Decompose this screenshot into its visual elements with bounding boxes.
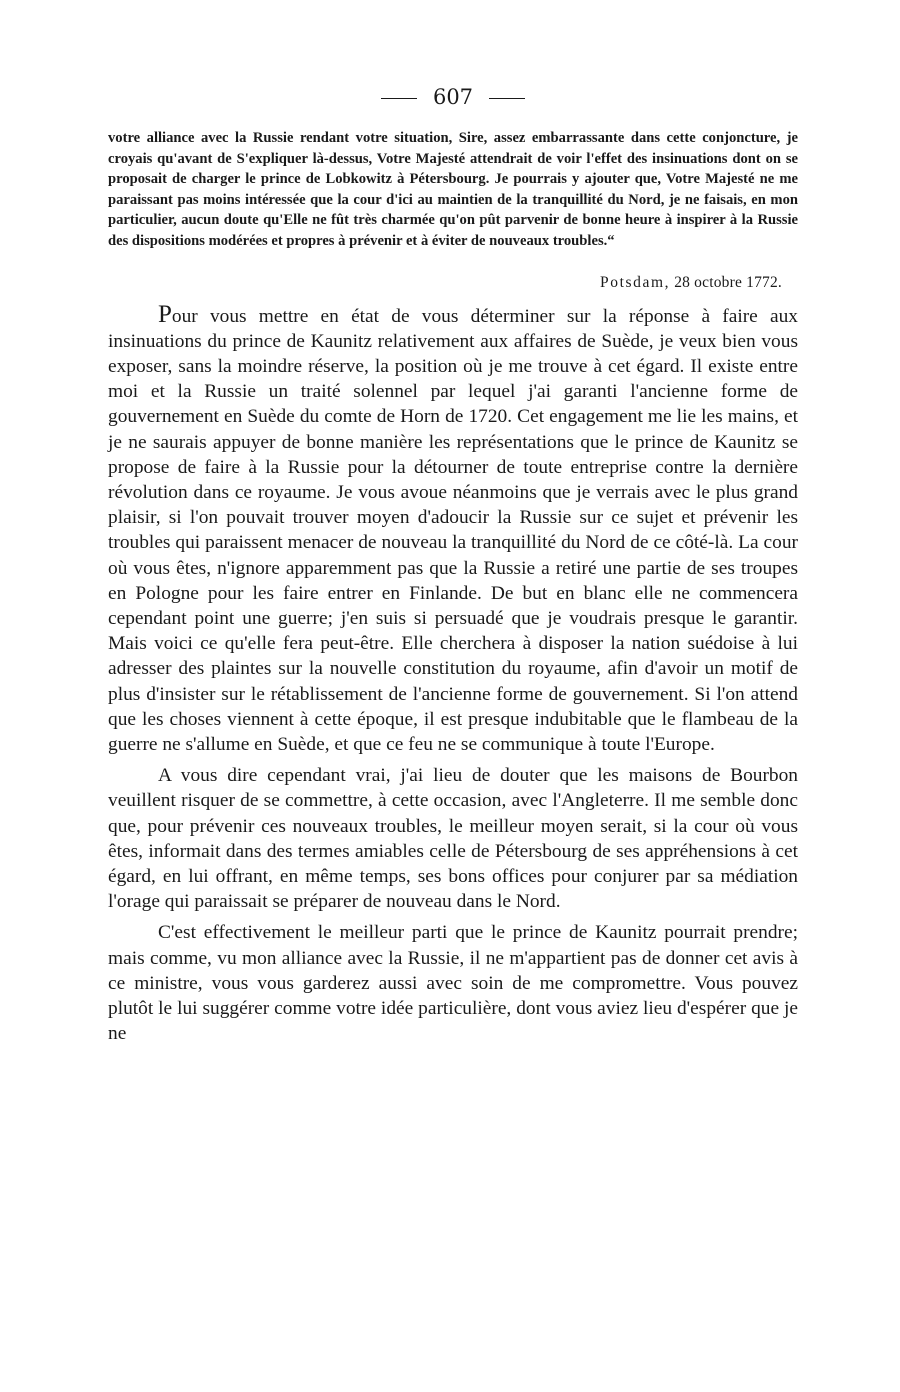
letter-body <box>108 302 798 1047</box>
quoted-report: votre alliance avec la Russie rendant votre situation, Sire, assez embarrassante dans cette conjoncture, je croyais qu'avant de S'expliquer là-dessus, Votre Majesté attendrait de voir l'effet des insinuations dont on se proposait de charger le prince de Lobkowitz à Pétersbourg. Je pourrais y ajouter que, Votre Majesté ne me paraissant pas moins intéressée que la cour d'ici au maintien de la tranquillité du Nord, je ne faisais, en mon particulier, aucun doute qu'Elle ne fût très charmée qu'on pût parvenir de bonne heure à inspirer à la Russie des dispositions modérées et propres à prévenir et à éviter de nouveaux troubles.“ <box>108 130 798 249</box>
dateline <box>108 274 798 292</box>
page-number: 607 <box>432 85 474 109</box>
dateline-place: Potsdam, <box>600 273 671 291</box>
page-header <box>108 78 798 116</box>
dateline-date: 28 octobre 1772. <box>674 273 782 291</box>
paragraph-3: C'est effectivement le meilleur parti que le prince de Kaunitz pourrait prendre; mais comme, vu mon alliance avec la Russie, il ne m'appartient pas de donner cet avis à ce ministre, vous vous garderez aussi avec soin de me compromettre. Vous pouvez plutôt le lui suggérer comme votre idée particulière, dont vous aviez lieu d'espérer que je ne <box>108 922 798 1045</box>
header-rule-right <box>489 98 525 99</box>
paragraph-1 <box>108 302 798 758</box>
book-page <box>108 78 798 1052</box>
header-rule-left <box>381 98 417 99</box>
paragraph-2: A vous dire cependant vrai, j'ai lieu de douter que les maisons de Bourbon veuillent risquer de se commettre, à cette occasion, avec l'Angleterre. Il me semble donc que, pour prévenir ces nouveaux troubles, le meilleur moyen serait, si la cour où vous êtes, informait dans des termes amiables celle de Pétersbourg de ses appréhensions à cet égard, en lui offrant, en même temps, ses bons offices pour conjurer par sa médiation l'orage qui paraissait se préparer de nouveau dans le Nord. <box>108 765 798 913</box>
paragraph-initial: P <box>158 300 172 328</box>
paragraph-1-text: our vous mettre en état de vous déterminer sur la réponse à faire aux insinuations du prince de Kaunitz relativement aux affaires de Suède, je veux bien vous exposer, sans la moindre réserve, la position où je me trouve à cet égard. Il existe entre moi et la Russie un traité solennel par lequel j'ai garanti l'ancienne forme de gouvernement en Suède du comte de Horn de 1720. Cet engagement me lie les mains, et je ne saurais appuyer de bonne manière les représentations que le prince de Kaunitz se propose de faire à la Russie pour la détourner de toute entreprise contre la dernière révolution dans ce royaume. Je vous avoue néanmoins que je verrais avec le plus grand plaisir, si l'on pouvait trouver moyen d'adoucir la Russie sur ce sujet et prévenir les troubles qui paraissent menacer de nouveau la tranquillité du Nord de ce côté-là. La cour où vous êtes, n'ignore apparemment pas que la Russie a retiré une partie de ses troupes en Pologne pour les faire entrer en Finlande. De but en blanc elle ne commencera cependant point une guerre; j'en suis si persuadé que je voudrais presque le garantir. Mais voici ce qu'elle fera peut-être. Elle cherchera à disposer la nation suédoise à lui adresser des plaintes sur la nouvelle constitution du royaume, afin d'avoir un motif de plus d'insister sur le rétablissement de l'ancienne forme de gouvernement. Si l'on attend que les choses viennent à cette époque, il est presque indubitable que le flambeau de la guerre ne s'allume en Suède, et que ce feu ne se communique à toute l'Europe. <box>108 305 798 756</box>
